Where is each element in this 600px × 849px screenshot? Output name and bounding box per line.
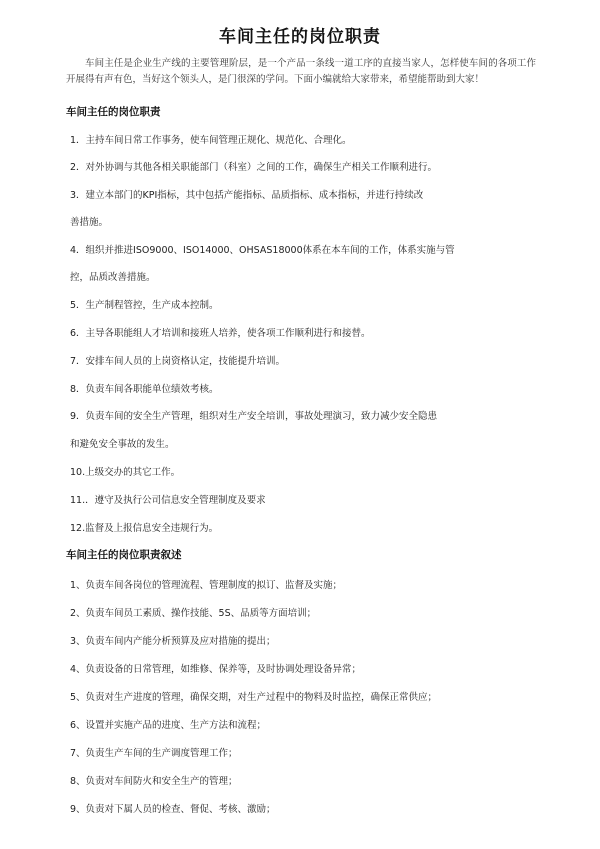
section-heading-description: 车间主任的岗位职责叙述 (66, 549, 182, 561)
list-item: 1．主持车间日常工作事务，使车间管理正规化、规范化、合理化。 (70, 135, 352, 146)
list-item-continuation: 和避免安全事故的发生。 (70, 439, 175, 450)
list-item: 10.上级交办的其它工作。 (70, 467, 181, 478)
list-item: 1、负责车间各岗位的管理流程、管理制度的拟订、监督及实施； (70, 580, 343, 591)
intro-paragraph: 车间主任是企业生产线的主要管理阶层，是一个产品一条线一道工序的直接当家人，怎样使车间的各项工作开展得有声有色，当好这个领头人，是门很深的学问。下面小编就给大家带来，希望能帮助到大家！ (66, 58, 536, 85)
list-item: 7．安排车间人员的上岗资格认定，技能提升培训。 (70, 356, 286, 367)
list-item: 6、设置并实施产品的进度、生产方法和流程； (70, 720, 267, 731)
list-item: 7、负责生产车间的生产调度管理工作； (70, 748, 238, 759)
list-item: 2、负责车间员工素质、操作技能、5S、品质等方面培训； (70, 608, 317, 619)
list-item-continuation: 控，品质改善措施。 (70, 272, 156, 283)
section-heading-duties: 车间主任的岗位职责 (66, 106, 161, 118)
page-title: 车间主任的岗位职责 (219, 27, 381, 47)
list-item: 9、负责对下属人员的检查、督促、考核、激励； (70, 804, 276, 815)
list-item: 4．组织并推进ISO9000、ISO14000、OHSAS18000体系在本车间的工作，体系实施与管 (70, 245, 455, 256)
list-item: 3．建立本部门的KPI指标，其中包括产能指标、品质指标、成本指标，并进行持续改 (70, 190, 424, 201)
list-item: 2．对外协调与其他各相关职能部门（科室）之间的工作，确保生产相关工作顺利进行。 (70, 162, 438, 173)
list-item: 4、负责设备的日常管理，如维修、保养等，及时协调处理设备异常； (70, 664, 362, 675)
list-item: 11.．遵守及执行公司信息安全管理制度及要求 (70, 495, 266, 506)
list-item: 5．生产制程管控，生产成本控制。 (70, 300, 219, 311)
list-item: 8、负责对车间防火和安全生产的管理； (70, 776, 238, 787)
list-item: 12.监督及上报信息安全违规行为。 (70, 523, 219, 534)
list-item: 3、负责车间内产能分析预算及应对措施的提出； (70, 636, 276, 647)
list-item: 9．负责车间的安全生产管理，组织对生产安全培训，事故处理演习，致力减少安全隐患 (70, 411, 438, 422)
list-item: 8．负责车间各职能单位绩效考核。 (70, 384, 219, 395)
list-item-continuation: 善措施。 (70, 217, 109, 228)
list-item: 5、负责对生产进度的管理，确保交期，对生产过程中的物料及时监控，确保正常供应； (70, 692, 438, 703)
list-item: 6．主导各职能组人才培训和接班人培养，使各项工作顺利进行和接替。 (70, 328, 371, 339)
